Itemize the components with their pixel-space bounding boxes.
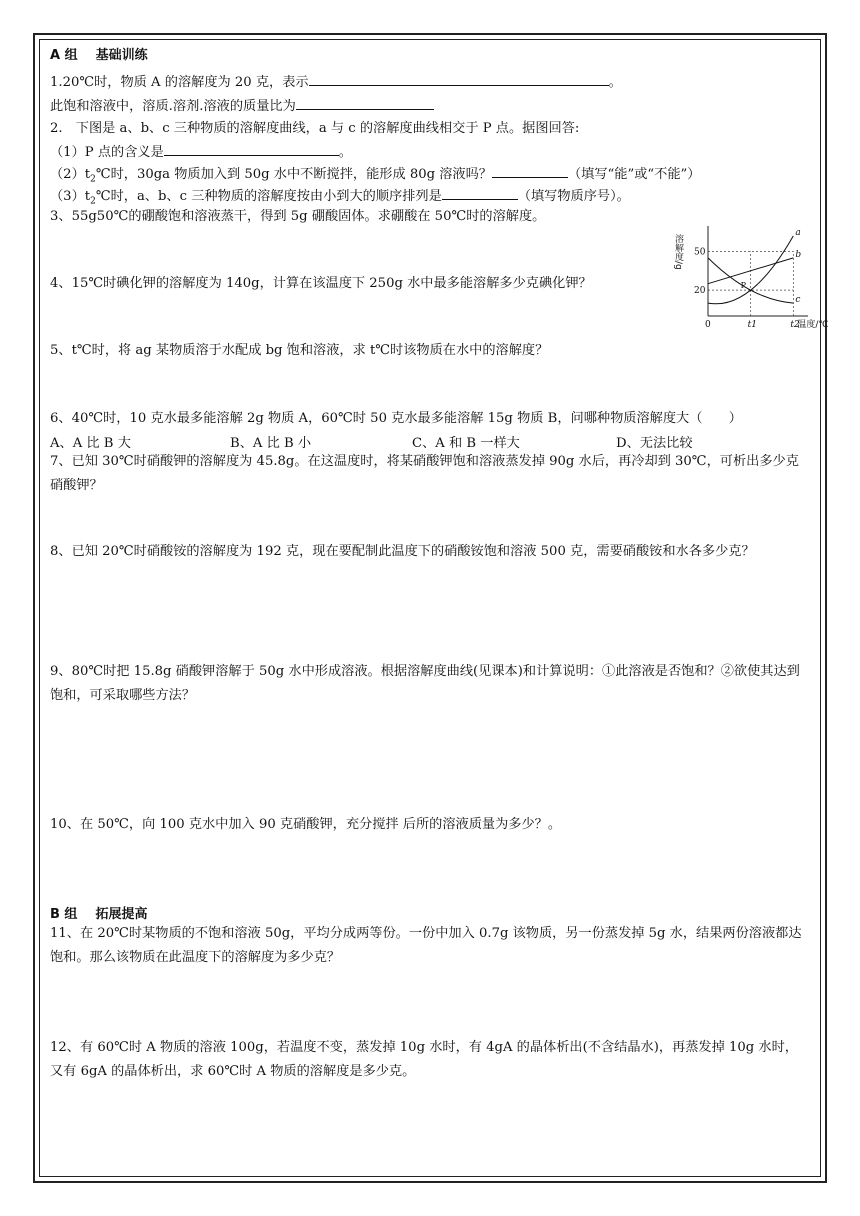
- question-5: 5、t℃时，将 ag 某物质溶于水配成 bg 饱和溶液，求 t℃时该物质在水中的溶解度？: [50, 343, 549, 358]
- sub-2-text-b: ℃时，30ga 物质加入到 50g 水中不断搅拌，能形成 80g 溶液吗？: [95, 167, 492, 182]
- question-12: 12、有 60℃时 A 物质的溶液 100g，若温度不变，蒸发掉 10g 水时，有 4gA 的晶体析出(不含结晶水)，再蒸发掉 10g 水时，又有 6gA 的晶体析出，求 60℃时 A 物质的溶解度是多少克。: [50, 1040, 798, 1079]
- question-2-sub-1: [50, 142, 352, 162]
- answer-blank-q2-3[interactable]: [442, 186, 518, 200]
- question-6: 6、40℃时，10 克水最多能溶解 2g 物质 A，60℃时 50 克水最多能溶解 15g 物质 B，问哪种物质溶解度大（ ）: [50, 411, 742, 426]
- chart-series: [708, 236, 793, 304]
- sub-3-text-c: （填写物质序号）。: [517, 189, 630, 204]
- series-curve-c: [708, 258, 793, 303]
- series-label-c: c: [795, 295, 801, 306]
- x-tick-label-0: 0: [705, 320, 711, 330]
- question-10: 10、在 50℃，向 100 克水中加入 90 克硝酸钾，充分搅拌 后所的溶液质量为多少？。: [50, 817, 562, 832]
- question-1-text: 1.20℃时，物质 A 的溶解度为 20 克，表示: [50, 75, 309, 90]
- section-a-title: 基础训练: [95, 48, 148, 63]
- section-b-title: 拓展提高: [95, 907, 148, 922]
- sub-3-text-b: ℃时，a、b、c 三种物质的溶解度按由小到大的顺序排列是: [95, 189, 442, 204]
- section-a-heading: [50, 47, 148, 65]
- answer-blank-q1-meaning[interactable]: [309, 72, 609, 86]
- question-1-line-2: [50, 96, 434, 116]
- answer-blank-q2-1[interactable]: [164, 142, 339, 156]
- answer-blank-q1-ratio[interactable]: [296, 96, 434, 110]
- y-axis-label: 溶解度/g: [673, 234, 683, 270]
- option-d[interactable]: D、无法比较: [616, 436, 693, 451]
- section-a-label: A 组: [50, 48, 78, 63]
- question-7: 7、已知 30℃时硝酸钾的溶解度为 45.8g。在这温度时，将某硝酸钾饱和溶液蒸发掉 90g 水后，再冷却到 30℃，可析出多少克硝酸钾？: [50, 454, 799, 493]
- question-1-line-1: [50, 72, 622, 92]
- sub-2-text-a: （2）t: [50, 167, 91, 182]
- option-a[interactable]: A、A 比 B 大: [50, 436, 131, 451]
- question-8: 8、已知 20℃时硝酸铵的溶解度为 192 克，现在要配制此温度下的硝酸铵饱和溶液 500 克，需要硝酸铵和水各多少克？: [50, 544, 755, 559]
- series-label-b: b: [795, 249, 802, 260]
- question-1-ratio-text: 此饱和溶液中，溶质.溶剂.溶液的质量比为: [50, 99, 296, 114]
- sub-1-end: 。: [338, 145, 352, 160]
- x-axis-label: 温度/℃: [797, 320, 829, 330]
- sub-2-text-c: （填写“能”或“不能”）: [568, 167, 701, 182]
- series-label-a: a: [795, 227, 801, 238]
- sub-2-subscript: 2: [90, 174, 96, 185]
- x-tick-label-t2: t2: [790, 320, 800, 330]
- sub-3-subscript: 2: [90, 196, 96, 207]
- intersection-point-label: P: [740, 281, 747, 291]
- sub-3-text-a: （3）t: [50, 189, 91, 204]
- y-tick-label-50: 50: [694, 247, 706, 258]
- solubility-curve-chart: [672, 220, 829, 332]
- option-b[interactable]: B、A 比 B 小: [230, 436, 312, 451]
- question-1-end: 。: [608, 75, 622, 90]
- question-9: 9、80℃时把 15.8g 硝酸钾溶解于 50g 水中形成溶液。根据溶解度曲线(见课本)和计算说明：①此溶液是否饱和？②欲使其达到饱和，可采取哪些方法？: [50, 664, 800, 703]
- sub-1-text: （1）P 点的含义是: [50, 145, 164, 160]
- answer-blank-q2-2[interactable]: [492, 164, 568, 178]
- question-2-sub-3: [50, 186, 630, 211]
- question-11: 11、在 20℃时某物质的不饱和溶液 50g，平均分成两等份。一份中加入 0.7g 该物质，另一份蒸发掉 5g 水，结果两份溶液都达饱和。那么该物质在此温度下的溶解度为多少克？: [50, 926, 802, 965]
- option-c[interactable]: C、A 和 B 一样大: [412, 436, 520, 451]
- question-4: 4、15℃时碘化钾的溶解度为 140g，计算在该温度下 250g 水中最多能溶解多少克碘化钾？: [50, 276, 592, 291]
- chart-guides: [708, 251, 793, 316]
- y-tick-label-20: 20: [694, 286, 706, 297]
- question-2-intro: 2. 下图是 a、b、c 三种物质的溶解度曲线，a 与 c 的溶解度曲线相交于 P 点。据图回答:: [50, 121, 580, 136]
- question-3: 3、55g50℃的硼酸饱和溶液蒸干，得到 5g 硼酸固体。求硼酸在 50℃时的溶解度。: [50, 209, 546, 224]
- x-tick-label-t1: t1: [747, 320, 758, 330]
- section-b-label: B 组: [50, 907, 78, 922]
- question-2-sub-2: [50, 164, 700, 189]
